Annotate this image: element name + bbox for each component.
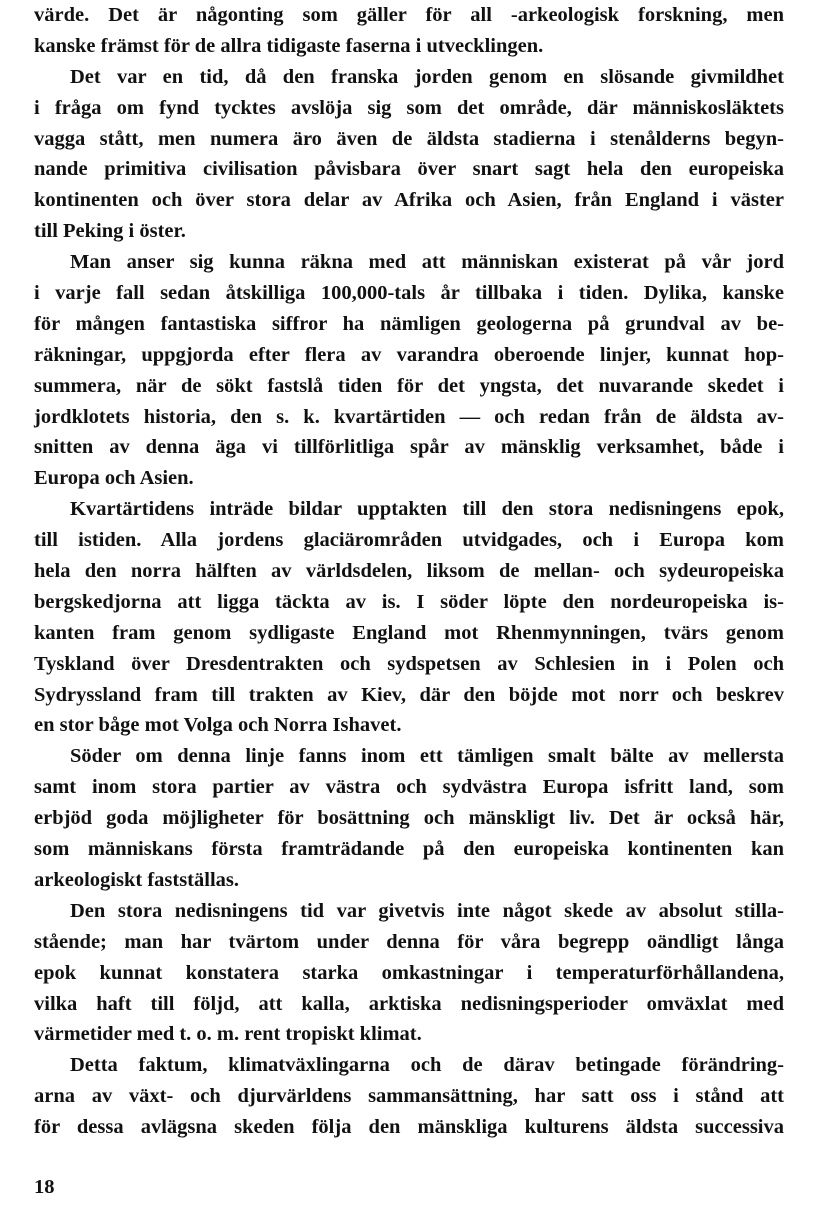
text-line: Europa och Asien. <box>34 467 194 490</box>
text-line: hela den norra hälften av världsdelen, liksom de mellan- och sydeuropeiska <box>34 560 784 583</box>
text-line: Sydryssland fram till trakten av Kiev, där den böjde mot norr och beskrev <box>34 683 784 706</box>
text-line: värmetider med t. o. m. rent tropiskt klimat. <box>34 1023 422 1046</box>
text-line: till istiden. Alla jordens glaciärområden utvidgades, och i Europa kom <box>34 529 784 552</box>
text-line: jordklotets historia, den s. k. kvartärtiden — och redan från de äldsta av- <box>34 405 784 428</box>
text-line: stående; man har tvärtom under denna för våra begrepp oändligt långa <box>34 930 784 953</box>
paragraph <box>34 896 784 1050</box>
page-number: 18 <box>34 1176 55 1198</box>
body-text <box>34 0 784 1143</box>
text-line: arkeologiskt fastställas. <box>34 868 239 891</box>
text-line: kanske främst för de allra tidigaste faserna i utvecklingen. <box>34 34 544 57</box>
text-line: Man anser sig kunna räkna med att människan existerat på vår jord <box>70 251 784 274</box>
text-line: summera, när de sökt fastslå tiden för det yngsta, det nuvarande skedet i <box>34 374 784 397</box>
text-line: för mången fantastiska siffror ha nämligen geologerna på grundval av be- <box>34 312 784 335</box>
text-line: vilka haft till följd, att kalla, arktiska nedisningsperioder omväxlat med <box>34 992 784 1015</box>
text-line: Kvartärtidens inträde bildar upptakten till den stora nedisningens epok, <box>70 498 784 521</box>
text-line: snitten av denna äga vi tillförlitliga spår av mänsklig verksamhet, både i <box>34 436 784 459</box>
text-line: epok kunnat konstatera starka omkastningar i temperaturförhållandena, <box>34 961 784 984</box>
text-line: kanten fram genom sydligaste England mot Rhenmynningen, tvärs genom <box>34 621 784 644</box>
text-line: bergskedjorna att ligga täckta av is. I söder löpte den nordeuropeiska is- <box>34 590 784 613</box>
paragraph <box>34 741 784 895</box>
text-line: räkningar, uppgjorda efter flera av varandra oberoende linjer, kunnat hop- <box>34 343 784 366</box>
paragraph <box>34 1050 784 1143</box>
text-line: för dessa avlägsna skeden följa den mänskliga kulturens äldsta successiva <box>34 1116 784 1139</box>
text-line: samt inom stora partier av västra och sydvästra Europa isfritt land, som <box>34 776 784 799</box>
paragraph <box>34 247 784 494</box>
text-line: Detta faktum, klimatväxlingarna och de därav betingade förändring- <box>70 1054 784 1077</box>
text-line: kontinenten och över stora delar av Afrika och Asien, från England i väster <box>34 189 784 212</box>
text-line: erbjöd goda möjligheter för bosättning och mänskligt liv. Det är också här, <box>34 807 784 830</box>
text-line: i varje fall sedan åtskilliga 100,000-tals år tillbaka i tiden. Dylika, kanske <box>34 282 784 305</box>
paragraph <box>34 62 784 247</box>
text-line: en stor båge mot Volga och Norra Ishavet. <box>34 714 402 737</box>
paragraph <box>34 0 784 62</box>
paragraph <box>34 494 784 741</box>
text-line: värde. Det är någonting som gäller för all -arkeologisk forskning, men <box>34 4 784 26</box>
text-line: arna av växt- och djurvärldens sammansättning, har satt oss i stånd att <box>34 1085 784 1108</box>
text-line: i fråga om fynd tycktes avslöja sig som det område, där människosläktets <box>34 96 784 119</box>
text-line: nande primitiva civilisation påvisbara över snart sagt hela den europeiska <box>34 158 784 181</box>
text-line: Tyskland över Dresdentrakten och sydspetsen av Schlesien in i Polen och <box>34 652 784 675</box>
text-line: som människans första framträdande på den europeiska kontinenten kan <box>34 838 784 861</box>
text-line: Det var en tid, då den franska jorden genom en slösande givmildhet <box>70 65 784 88</box>
text-line: vagga stått, men numera äro även de äldsta stadierna i stenålderns begyn- <box>34 127 784 150</box>
text-line: till Peking i öster. <box>34 220 186 243</box>
text-line: Söder om denna linje fanns inom ett tämligen smalt bälte av mellersta <box>70 745 784 768</box>
text-line: Den stora nedisningens tid var givetvis inte något skede av absolut stilla- <box>70 899 784 922</box>
document-page <box>34 0 784 1232</box>
